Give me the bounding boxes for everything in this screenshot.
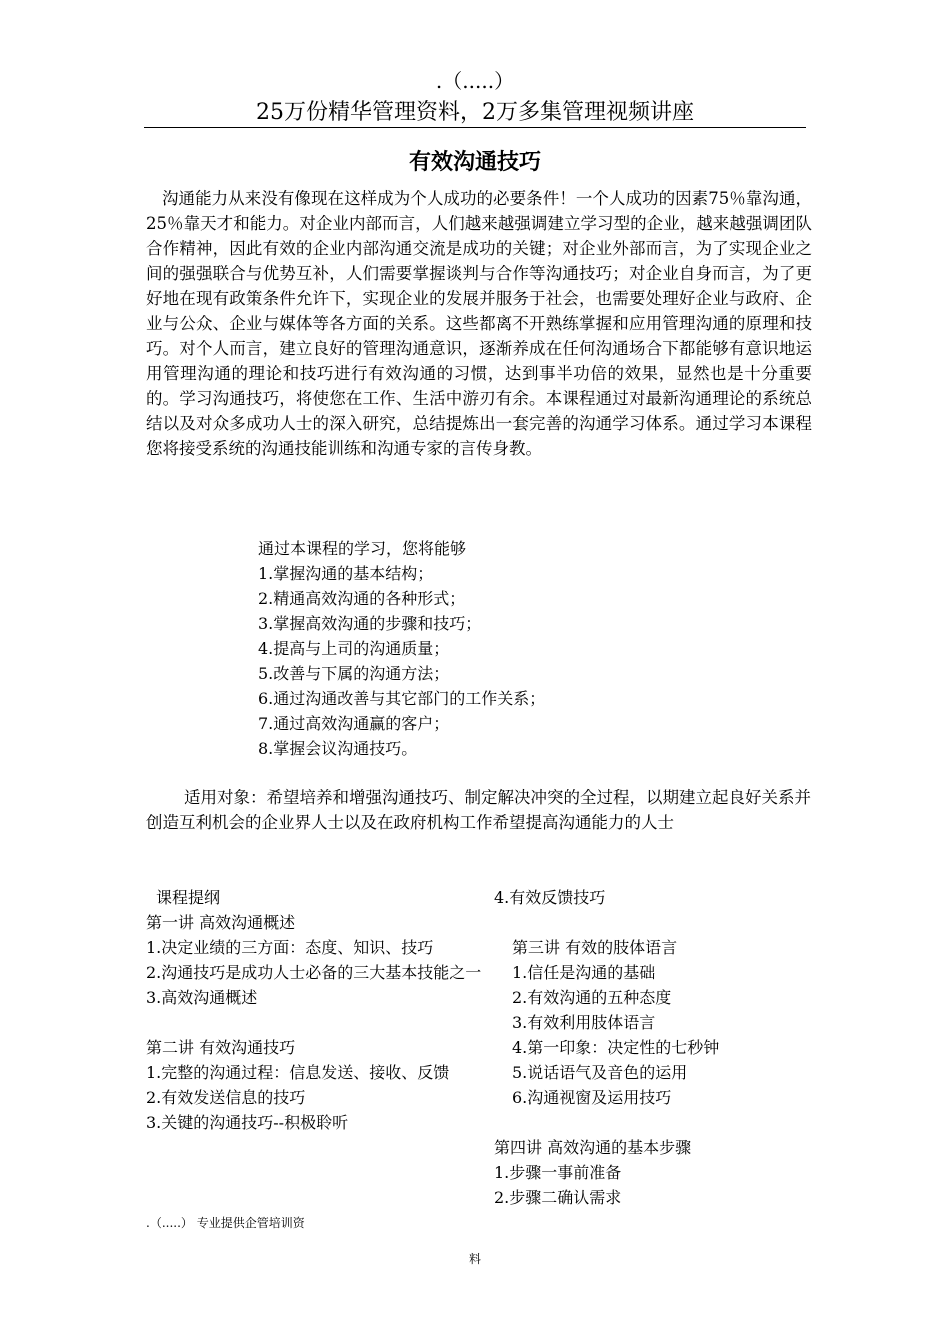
lecture-1-item: 3.高效沟通概述: [146, 988, 258, 1007]
lecture-4-item: 2.步骤二确认需求: [494, 1188, 622, 1207]
footer-left: .（.....） 专业提供企管培训资: [146, 1216, 305, 1230]
lecture-2-item: 4.有效反馈技巧: [494, 888, 606, 907]
lecture-4-title: 第四讲 高效沟通的基本步骤: [494, 1138, 692, 1157]
lecture-3-item: 4.第一印象：决定性的七秒钟: [512, 1038, 720, 1057]
benefit-item: 1.掌握沟通的基本结构；: [258, 564, 434, 583]
lecture-4-item: 1.步骤一事前准备: [494, 1163, 622, 1182]
benefit-item: 7.通过高效沟通赢的客户；: [258, 714, 450, 733]
lecture-1-item: 2.沟通技巧是成功人士必备的三大基本技能之一: [146, 963, 482, 982]
lecture-3-item: 2.有效沟通的五种态度: [512, 988, 672, 1007]
lecture-2-title: 第二讲 有效沟通技巧: [146, 1038, 296, 1057]
benefit-item: 4.提高与上司的沟通质量；: [258, 639, 450, 658]
intro-paragraph: 沟通能力从来没有像现在这样成为个人成功的必要条件！一个人成功的因素75％靠沟通，25％靠天才和能力。对企业内部而言，人们越来越强调建立学习型的企业，越来越强调团队合作精神，因此有效的企业内部沟通交流是成功的关键；对企业外部而言，为了实现企业之间的强强联合与优势互补，人们需要掌握谈判与合作等沟通技巧；对企业自身而言，为了更好地在现有政策条件允许下，实现企业的发展并服务于社会，也需要处理好企业与政府、企业与公众、企业与媒体等各方面的关系。这些都离不开熟练掌握和应用管理沟通的原理和技巧。对个人而言，建立良好的管理沟通意识，逐渐养成在任何沟通场合下都能够有意识地运用管理沟通的理论和技巧进行有效沟通的习惯，达到事半功倍的效果，显然也是十分重要的。学习沟通技巧，将使您在工作、生活中游刃有余。本课程通过对最新沟通理论的系统总结以及对众多成功人士的深入研究，总结提炼出一套完善的沟通学习体系。通过学习本课程您将接受系统的沟通技能训练和沟通专家的言传身教。: [146, 189, 812, 458]
benefit-item: 3.掌握高效沟通的步骤和技巧；: [258, 614, 482, 633]
benefit-item: 2.精通高效沟通的各种形式；: [258, 589, 466, 608]
header-line-1: .（.....）: [435, 69, 515, 93]
footer-right: 料: [468, 1252, 481, 1266]
lecture-2-item: 1.完整的沟通过程：信息发送、接收、反馈: [146, 1063, 450, 1082]
lecture-3-title: 第三讲 有效的肢体语言: [512, 938, 678, 957]
lecture-2-item: 2.有效发送信息的技巧: [146, 1088, 306, 1107]
benefit-item: 8.掌握会议沟通技巧。: [258, 739, 418, 758]
lecture-3-item: 1.信任是沟通的基础: [512, 963, 656, 982]
lecture-2-item: 3.关键的沟通技巧--积极聆听: [146, 1113, 349, 1132]
benefit-item: 5.改善与下属的沟通方法；: [258, 664, 450, 683]
outline-right-column: [494, 885, 814, 1210]
audience-paragraph: 适用对象：希望培养和增强沟通技巧、制定解决冲突的全过程，以期建立起良好关系并创造互利机会的企业界人士以及在政府机构工作希望提高沟通能力的人士: [146, 788, 811, 832]
document-title: 有效沟通技巧: [408, 150, 541, 175]
outline-heading: 课程提纲: [156, 888, 221, 907]
benefits-intro: 通过本课程的学习，您将能够: [258, 539, 467, 558]
lecture-3-item: 5.说话语气及音色的运用: [512, 1063, 688, 1082]
outline-left-column: [146, 885, 482, 1135]
header-rule: [144, 127, 806, 128]
lecture-1-item: 1.决定业绩的三方面：态度、知识、技巧: [146, 938, 434, 957]
benefits-list: [258, 536, 545, 761]
lecture-1-title: 第一讲 高效沟通概述: [146, 913, 296, 932]
lecture-3-item: 6.沟通视窗及运用技巧: [512, 1088, 672, 1107]
header-line-2: 25万份精华管理资料，2万多集管理视频讲座: [256, 100, 694, 125]
benefit-item: 6.通过沟通改善与其它部门的工作关系；: [258, 689, 546, 708]
lecture-3-item: 3.有效利用肢体语言: [512, 1013, 656, 1032]
